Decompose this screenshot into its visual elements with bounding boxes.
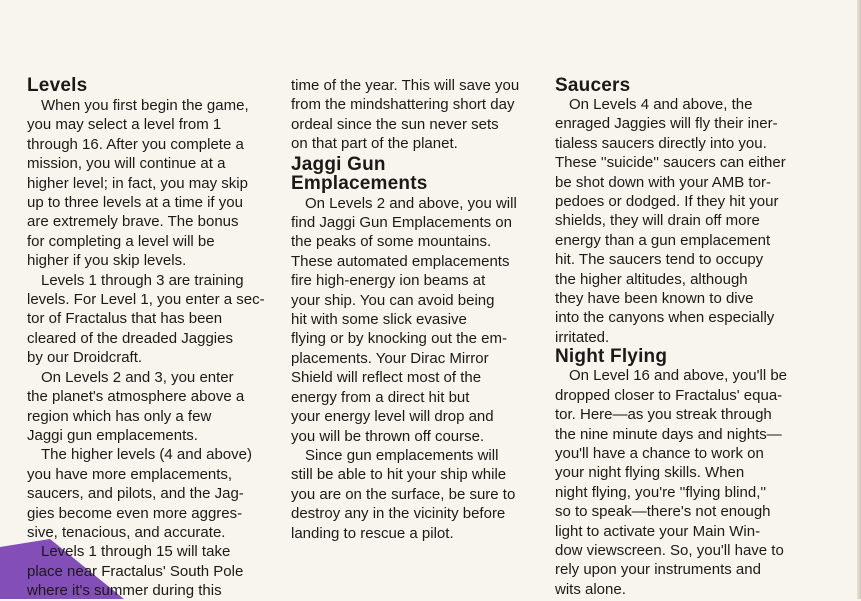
text-line: up to three levels at a time if you [27, 194, 243, 212]
text-line: Shield will reflect most of the [291, 369, 482, 387]
text-line: into the canyons when especially [555, 309, 775, 327]
column-2 [291, 76, 541, 543]
saucers-heading: Saucers [555, 75, 631, 96]
night-flying-heading: Night Flying [555, 346, 668, 368]
text-line: time of the year. This will save you [291, 77, 520, 94]
text-line: find Jaggi Gun Emplacements on [291, 214, 512, 232]
text-line: the nine minute days and nights— [555, 425, 782, 443]
text-line: Jaggi gun emplacements. [27, 426, 198, 444]
text-line: on that part of the planet. [291, 135, 458, 153]
text-line: wits alone. [555, 580, 626, 598]
text-line: saucers, and pilots, and the Jag- [27, 485, 244, 503]
text-line: your night flying skills. When [555, 464, 745, 482]
text-line: Levels 1 through 3 are training [41, 271, 244, 289]
text-line: ordeal since the sun never sets [291, 115, 499, 133]
text-line: energy from a direct hit but [291, 388, 470, 406]
text-line: for completing a level will be [27, 232, 215, 250]
text-line: On Levels 2 and 3, you enter [41, 368, 234, 386]
text-line: tor. Here—as you streak through [555, 406, 772, 424]
text-line: gies become even more aggres- [27, 504, 243, 522]
column-1 [27, 76, 277, 601]
text-line: you have more emplacements, [27, 465, 233, 483]
text-line: place near Fractalus' South Pole [27, 562, 244, 580]
text-line: On Levels 4 and above, the [569, 96, 753, 113]
text-line: pedoes or dodged. If they hit your [555, 193, 779, 211]
text-line: fire high-energy ion beams at [291, 272, 486, 290]
text-line: sive, tenacious, and accurate. [27, 523, 226, 541]
heading-line: Emplacements [291, 172, 428, 194]
text-line: through 16. After you complete a [27, 135, 244, 153]
text-line: On Level 16 and above, you'll be [569, 367, 788, 385]
text-line: the higher altitudes, although [555, 270, 748, 288]
text-line: landing to rescue a pilot. [291, 524, 454, 542]
text-line: are extremely brave. The bonus [27, 213, 239, 231]
text-line: your energy level will drop and [291, 408, 494, 426]
text-line: by our Droidcraft. [27, 349, 143, 367]
text-line: tialess saucers directly into you. [555, 134, 767, 152]
text-line: levels. For Level 1, you enter a sec- [27, 291, 265, 309]
text-line: where it's summer during this [27, 582, 222, 600]
text-line: hit with some slick evasive [291, 311, 467, 329]
text-line: you'll have a chance to work on [555, 444, 764, 462]
text-line: be shot down with your AMB tor- [555, 173, 771, 191]
text-line: Levels 1 through 15 will take [41, 543, 231, 561]
jaggi-gun-emplacements-heading [291, 155, 541, 193]
levels-heading: Levels [27, 75, 88, 96]
text-line: energy than a gun emplacement [555, 231, 771, 249]
text-line: When you first begin the game, [41, 97, 249, 114]
text-line: dropped closer to Fractalus' equa- [555, 386, 783, 404]
text-line: shields, they will drain off more [555, 212, 760, 230]
text-line: so to speak—there's not enough [555, 503, 771, 521]
text-line: from the mindshattering short day [291, 96, 515, 114]
text-line: These automated emplacements [291, 252, 510, 270]
text-line: night flying, you're ''flying blind,'' [555, 483, 767, 501]
text-line: flying or by knocking out the em- [291, 330, 507, 348]
text-line: Since gun emplacements will [305, 446, 499, 464]
text-line: you may select a level from 1 [27, 116, 222, 134]
text-line: tor of Fractalus that has been [27, 310, 223, 328]
text-line: they have been known to dive [555, 290, 754, 308]
text-line: still be able to hit your ship while [291, 466, 507, 484]
text-line: rely upon your instruments and [555, 561, 761, 579]
text-line: These ''suicide'' saucers can either [555, 154, 786, 172]
column-3 [555, 76, 805, 599]
text-line: placements. Your Dirac Mirror [291, 349, 489, 367]
text-line: hit. The saucers tend to occupy [555, 251, 764, 269]
text-line: destroy any in the vicinity before [291, 505, 506, 523]
text-line: irritated. [555, 328, 610, 346]
text-line: enraged Jaggies will fly their iner- [555, 115, 778, 133]
text-line: higher level; in fact, you may skip [27, 174, 248, 192]
text-line: mission, you will continue at a [27, 155, 226, 173]
text-line: light to activate your Main Win- [555, 522, 761, 540]
text-line: the planet's atmosphere above a [27, 388, 245, 406]
text-line: cleared of the dreaded Jaggies [27, 329, 233, 347]
text-line: region which has only a few [27, 407, 212, 425]
text-line: the peaks of some mountains. [291, 233, 492, 251]
heading-line: Jaggi Gun [291, 153, 386, 175]
text-line: you are on the surface, be sure to [291, 485, 516, 503]
text-line: you will be thrown off course. [291, 427, 485, 445]
text-line: On Levels 2 and above, you will [305, 194, 517, 212]
text-line: higher if you skip levels. [27, 252, 187, 270]
text-line: dow viewscreen. So, you'll have to [555, 541, 784, 559]
text-line: The higher levels (4 and above) [41, 446, 252, 464]
text-line: your ship. You can avoid being [291, 291, 495, 309]
page-edge [857, 0, 861, 599]
